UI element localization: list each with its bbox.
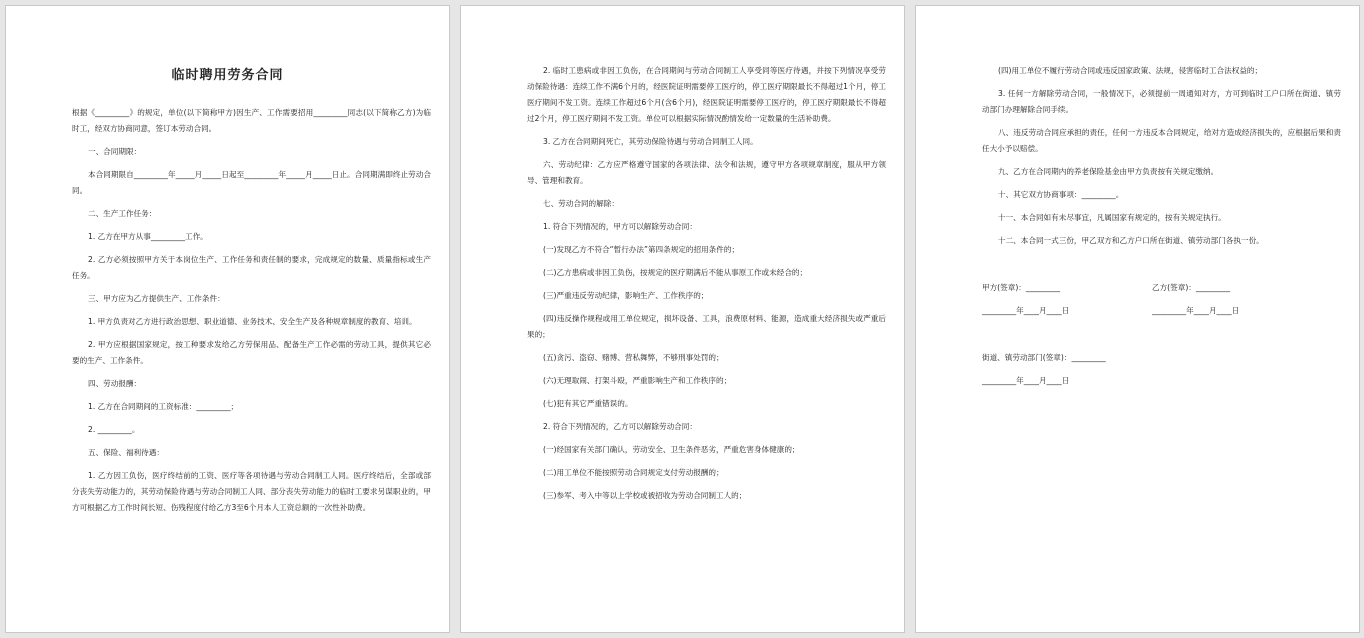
list-item: (四)违反操作规程或用工单位规定，损坏设备、工具，浪费原材料、能源，造成重大经济损失或严重后果的； xyxy=(527,314,886,339)
paragraph: 十一、本合同如有未尽事宜，凡属国家有规定的，按有关规定执行。 xyxy=(998,213,1226,222)
section-heading: 二、生产工作任务： xyxy=(88,209,157,218)
section-heading: 三、甲方应为乙方提供生产、工作条件： xyxy=(88,294,225,303)
document-title: 临时聘用劳务合同 xyxy=(171,68,284,83)
paragraph: 1. 甲方负责对乙方进行政治思想、职业道德、业务技术、安全生产及各种规章制度的教育、培训。 xyxy=(88,317,417,326)
party-a-date: _________年____月____日 xyxy=(982,306,1070,315)
list-item: (二)用工单位不能按照劳动合同规定支付劳动报酬的； xyxy=(543,468,724,477)
paragraph: 1. 乙方在合同期间的工资标准：_________； xyxy=(88,402,239,411)
list-item: (三)参军、考入中等以上学校或被招收为劳动合同制工人的； xyxy=(543,491,747,500)
list-item: (一)经国家有关部门确认，劳动安全、卫生条件恶劣，严重危害身体健康的； xyxy=(543,445,800,454)
list-item: (二)乙方患病或非因工负伤，按规定的医疗期满后不能从事原工作或未经合的； xyxy=(543,268,808,277)
paragraph: 根据《_________》的规定，单位(以下简称甲方)因生产、工作需要招用_________同志(以下简称乙方)为临时工，经双方协商同意，签订本劳动合同。 xyxy=(72,108,431,133)
section-heading: 一、合同期限： xyxy=(88,147,142,156)
document-page-2 xyxy=(460,5,905,633)
paragraph: 2. 符合下列情况的，乙方可以解除劳动合同： xyxy=(543,422,697,431)
document-page-1 xyxy=(5,5,450,633)
paragraph: 八、违反劳动合同应承担的责任，任何一方违反本合同规定，给对方造成经济损失的，应根据后果和责任大小予以赔偿。 xyxy=(982,128,1341,153)
list-item: (六)无理取闹、打架斗殴，严重影响生产和工作秩序的； xyxy=(543,376,732,385)
signature-row xyxy=(982,280,1341,296)
paragraph: 十二、本合同一式三份，甲乙双方和乙方户口所在街道、镇劳动部门各执一份。 xyxy=(998,236,1264,245)
section-heading: 五、保险、福利待遇： xyxy=(88,448,164,457)
paragraph: 2. 乙方必须按照甲方关于本岗位生产、工作任务和责任制的要求，完成规定的数量、质量指标或生产任务。 xyxy=(72,255,431,280)
list-item: (三)严重违反劳动纪律，影响生产、工作秩序的； xyxy=(543,291,709,300)
paragraph: 3. 任何一方解除劳动合同，一般情况下，必须提前一周通知对方，方可到临时工户口所在街道、镇劳动部门办理解除合同手续。 xyxy=(982,89,1341,114)
paragraph: 本合同期限自_________年_____月_____日起至_________年_____月_____日止。合同期满即终止劳动合同。 xyxy=(72,170,431,195)
paragraph: 九、乙方在合同期内的养老保险基金由甲方负责按有关规定缴纳。 xyxy=(998,167,1219,176)
party-b-signature: 乙方(签章)：_________ xyxy=(1152,283,1231,292)
paragraph: 1. 符合下列情况的，甲方可以解除劳动合同： xyxy=(543,222,697,231)
list-item: (四)用工单位不履行劳动合同或违反国家政策、法规，侵害临时工合法权益的； xyxy=(998,66,1263,75)
section-heading: 四、劳动报酬： xyxy=(88,379,142,388)
document-page-3 xyxy=(915,5,1360,633)
paragraph: 十、其它双方协商事项：_________。 xyxy=(998,190,1124,199)
paragraph: 1. 乙方因工负伤，医疗终结前的工资、医疗等各项待遇与劳动合同制工人同。医疗终结后，全部或部分丧失劳动能力的，其劳动保险待遇与劳动合同制工人同、部分丧失劳动能力的临时工要求另谋职业的，甲方可根据乙方工作时间长短、伤残程度付给乙方3至6个月本人工资总额的一次性补助费。 xyxy=(72,471,431,512)
labor-dept-signature: 街道、镇劳动部门(签章)：_________ xyxy=(982,353,1106,362)
signature-date-row xyxy=(982,303,1341,319)
party-a-signature: 甲方(签章)：_________ xyxy=(982,283,1061,292)
paragraph: 2. 甲方应根据国家规定，按工种要求发给乙方劳保用品、配备生产工作必需的劳动工具，提供其它必要的生产、工作条件。 xyxy=(72,340,431,365)
paragraph: 2. _________。 xyxy=(88,425,140,434)
section-heading: 七、劳动合同的解除： xyxy=(543,199,619,208)
list-item: (一)发现乙方不符合“暂行办法”第四条规定的招用条件的； xyxy=(543,245,740,254)
list-item: (七)犯有其它严重错误的。 xyxy=(543,399,633,408)
paragraph: 3. 乙方在合同期间死亡，其劳动保险待遇与劳动合同制工人同。 xyxy=(543,137,758,146)
paragraph: 2. 临时工患病或非因工负伤，在合同期间与劳动合同制工人享受同等医疗待遇，并按下列情况享受劳动保险待遇：连续工作不满6个月的，经医院证明需要停工医疗的，停工医疗期限最长不得超过1个月，停工医疗期间不发工资。连续工作超过6个月(含6个月)，经医院证明需要停工医疗的，停工医疗期限最长不得超过2个月，停工医疗期间不发工资。单位可以根据实际情况酌情发给一定数量的生活补助费。 xyxy=(527,66,886,123)
party-b-date: _________年____月____日 xyxy=(1152,306,1240,315)
paragraph: 1. 乙方在甲方从事_________工作。 xyxy=(88,232,208,241)
list-item: (五)贪污、盗窃、赌博、营私舞弊，不够刑事处罚的； xyxy=(543,353,724,362)
paragraph: 六、劳动纪律：乙方应严格遵守国家的各项法律、法令和法规，遵守甲方各项规章制度，服从甲方领导、管理和教育。 xyxy=(527,160,886,185)
labor-dept-date: _________年____月____日 xyxy=(982,376,1070,385)
